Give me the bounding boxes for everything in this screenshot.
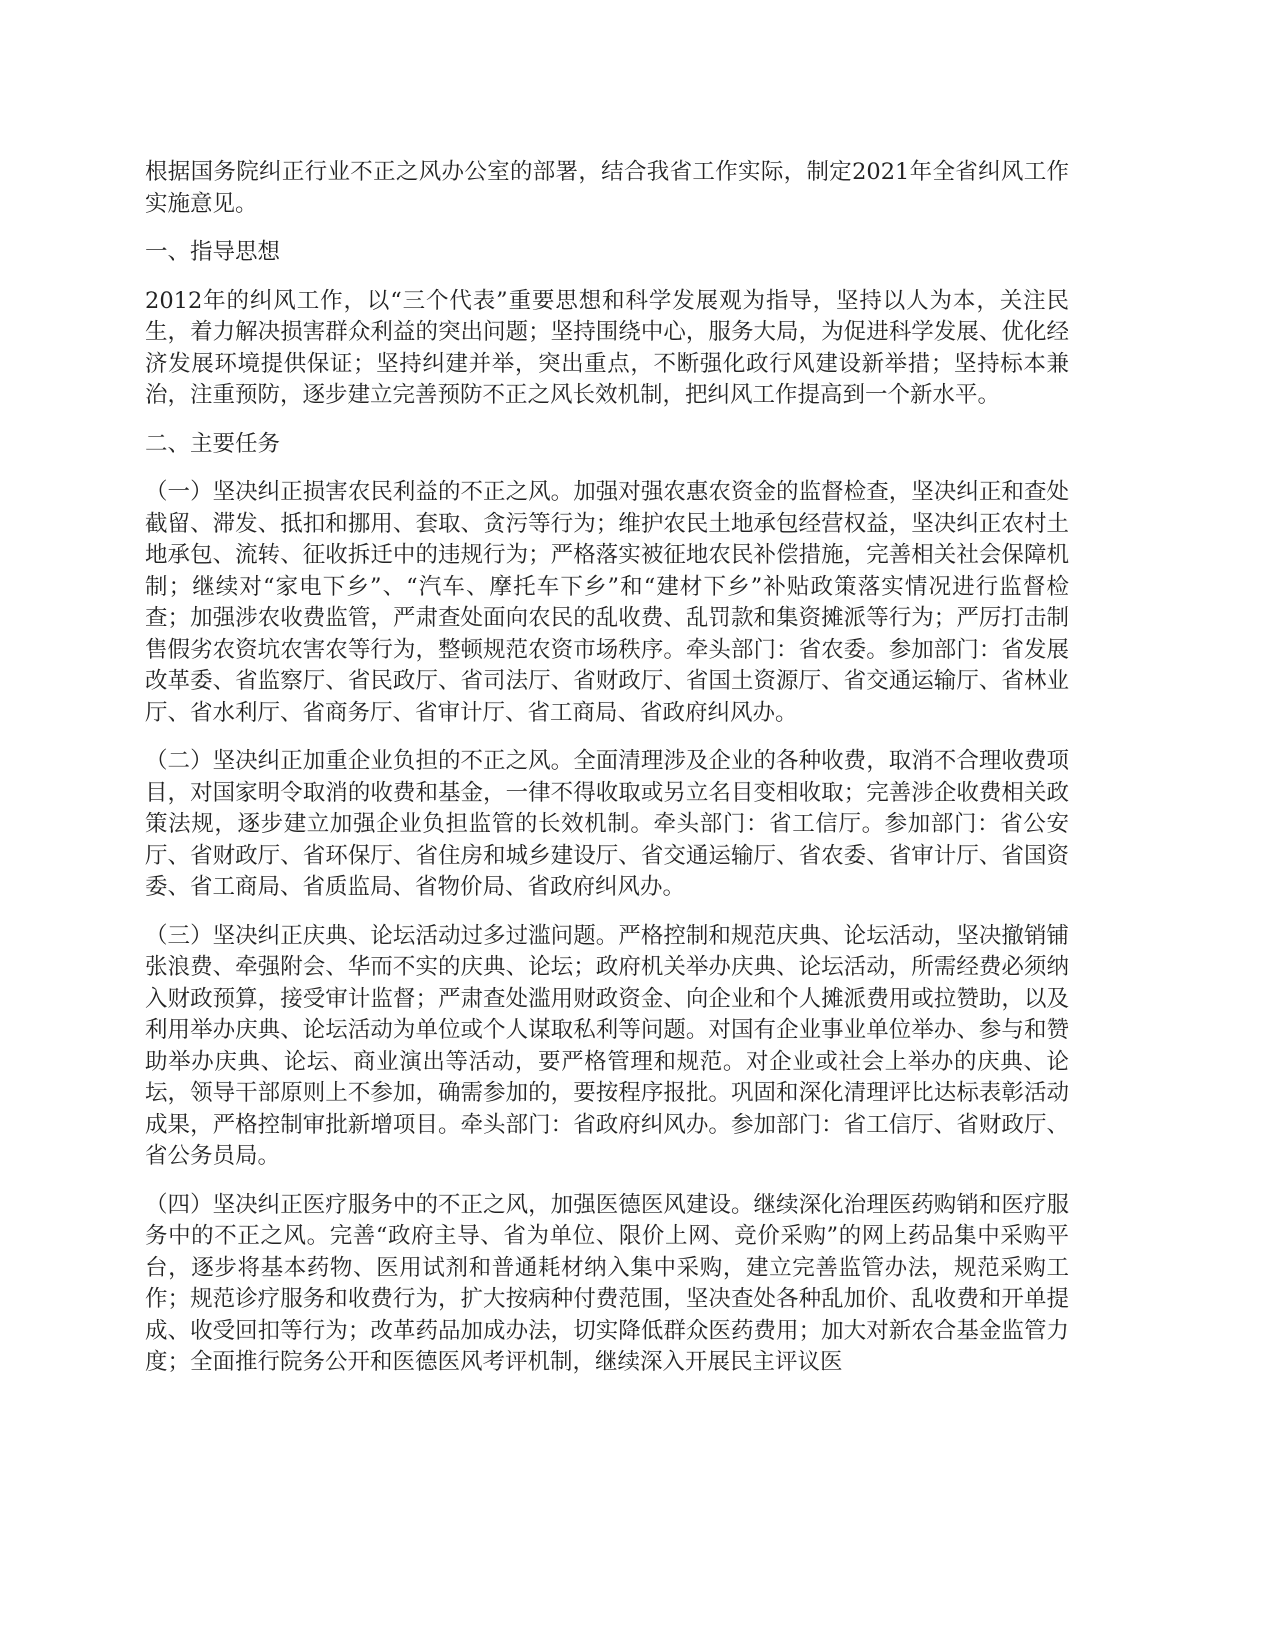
task-paragraph-2: （二）坚决纠正加重企业负担的不正之风。全面清理涉及企业的各种收费，取消不合理收费项目，对国家明令取消的收费和基金，一律不得收取或另立名目变相收取；完善涉企收费相关政策法规，逐步建立加强企业负担监管的长效机制。牵头部门：省工信厅。参加部门：省公安厅、省财政厅、省环保厅、省住房和城乡建设厅、省交通运输厅、省农委、省审计厅、省国资委、省工商局、省质监局、省物价局、省政府纠风办。 <box>145 748 1069 900</box>
task-paragraph-4: （四）坚决纠正医疗服务中的不正之风，加强医德医风建设。继续深化治理医药购销和医疗服务中的不正之风。完善“政府主导、省为单位、限价上网、竞价采购”的网上药品集中采购平台，逐步将基本药物、医用试剂和普通耗材纳入集中采购，建立完善监管办法，规范采购工作；规范诊疗服务和收费行为，扩大按病种付费范围，坚决查处各种乱加价、乱收费和开单提成、收受回扣等行为；改革药品加成办法，切实降低群众医药费用；加大对新农合基金监管力度；全面推行院务公开和医德医风考评机制，继续深入开展民主评议医 <box>145 1191 1069 1375</box>
task-paragraph-1: （一）坚决纠正损害农民利益的不正之风。加强对强农惠农资金的监督检查，坚决纠正和查处截留、滞发、抵扣和挪用、套取、贪污等行为；维护农民土地承包经营权益，坚决纠正农村土地承包、流转、征收拆迁中的违规行为；严格落实被征地农民补偿措施，完善相关社会保障机制；继续对“家电下乡”、“汽车、摩托车下乡”和“建材下乡”补贴政策落实情况进行监督检查；加强涉农收费监管，严肃查处面向农民的乱收费、乱罚款和集资摊派等行为；严厉打击制售假劣农资坑农害农等行为，整顿规范农资市场秩序。牵头部门：省农委。参加部门：省发展改革委、省监察厅、省民政厅、省司法厅、省财政厅、省国土资源厅、省交通运输厅、省林业厅、省水利厅、省商务厅、省审计厅、省工商局、省政府纠风办。 <box>145 479 1069 726</box>
section-heading-main-tasks: 二、主要任务 <box>145 430 281 457</box>
task-paragraph-3: （三）坚决纠正庆典、论坛活动过多过滥问题。严格控制和规范庆典、论坛活动，坚决撤销铺张浪费、牵强附会、华而不实的庆典、论坛；政府机关举办庆典、论坛活动，所需经费必须纳入财政预算，接受审计监督；严肃查处滥用财政资金、向企业和个人摊派费用或拉赞助，以及利用举办庆典、论坛活动为单位或个人谋取私利等问题。对国有企业事业单位举办、参与和赞助举办庆典、论坛、商业演出等活动，要严格管理和规范。对企业或社会上举办的庆典、论坛，领导干部原则上不参加，确需参加的，要按程序报批。巩固和深化清理评比达标表彰活动成果，严格控制审批新增项目。牵头部门：省政府纠风办。参加部门：省工信厅、省财政厅、省公务员局。 <box>145 922 1069 1169</box>
intro-paragraph: 根据国务院纠正行业不正之风办公室的部署，结合我省工作实际，制定2021年全省纠风工作实施意见。 <box>145 159 1069 217</box>
section-heading-guiding-thought: 一、指导思想 <box>145 239 281 265</box>
guiding-thought-paragraph: 2012年的纠风工作，以“三个代表”重要思想和科学发展观为指导，坚持以人为本，关注民生，着力解决损害群众利益的突出问题；坚持围绕中心，服务大局，为促进科学发展、优化经济发展环境提供保证；坚持纠建并举，突出重点，不断强化政行风建设新举措；坚持标本兼治，注重预防，逐步建立完善预防不正之风长效机制，把纠风工作提高到一个新水平。 <box>145 287 1069 408</box>
document-page <box>145 0 1069 1396</box>
